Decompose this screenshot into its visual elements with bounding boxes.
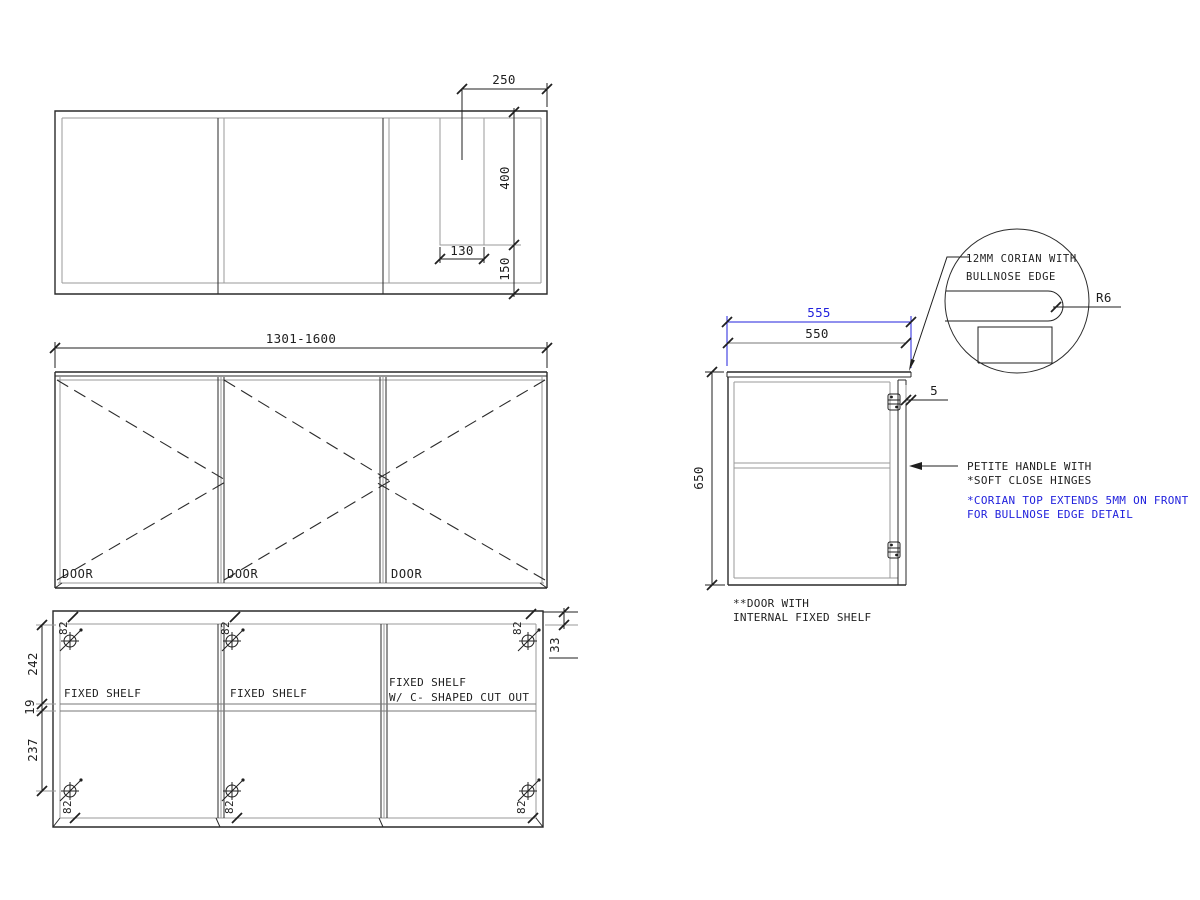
dim-width-range [50,331,552,368]
dim-5-text: 5 [930,383,938,398]
elevation-view [50,331,552,588]
dim-237-text: 237 [25,738,40,762]
dim-r6-text: R6 [1096,290,1112,305]
bullnose-edge [1048,291,1063,321]
handle-note-line-1: PETITE HANDLE WITH [967,460,1092,473]
leader-arrowhead-icon [909,359,915,371]
dim-250 [457,72,552,160]
dim-82-text: 82 [219,620,232,636]
hinge-icon [222,778,245,801]
dim-400-text: 400 [497,166,512,190]
dim-130-text: 130 [450,243,474,258]
arrow-left-icon [909,462,922,470]
corian-note-line-2: FOR BULLNOSE EDGE DETAIL [967,508,1134,521]
door-section [898,380,906,585]
corian-note-line-1: *CORIAN TOP EXTENDS 5MM ON FRONT [967,494,1189,507]
dim-650 [691,367,725,590]
handle-arrow [909,462,958,470]
notes [733,460,1189,624]
dim-5 [901,383,948,405]
dim-82-text: 82 [57,620,70,636]
detail-circle [945,229,1089,373]
dim-82-text: 82 [511,620,524,636]
dim-242-text: 242 [25,652,40,676]
fixed-shelf-lines [60,704,536,711]
detail-door-edge [978,327,1052,363]
door-note-line-1: **DOOR WITH [733,597,810,610]
dim-33 [543,607,578,658]
detail-view [945,229,1121,373]
dim-82-text: 82 [61,799,74,815]
dim-550-text: 550 [805,326,829,341]
dim-r6 [1051,290,1121,312]
handle-note-line-2: *SOFT CLOSE HINGES [967,474,1092,487]
side-shelf-lines [734,463,890,468]
door-note-line-2: INTERNAL FIXED SHELF [733,611,872,624]
dim-550 [723,326,911,348]
door-swing-lines [57,380,545,580]
internal-view [22,607,578,827]
detail-leader [909,257,970,371]
hinge-symbols [60,628,541,801]
dim-82-text: 82 [223,799,236,815]
shelf-label-1: FIXED SHELF [64,687,142,700]
door-label-1: DOOR [62,567,94,581]
door-label-2: DOOR [227,567,259,581]
hinge-offset-dims [57,609,538,823]
hinge-icon [60,778,83,801]
dim-400-150 [484,107,521,299]
shelf-label-3b: W/ C- SHAPED CUT OUT [389,691,530,704]
door-label-3: DOOR [391,567,423,581]
dim-555-text: 555 [807,305,831,320]
dim-650-text: 650 [691,466,706,490]
dim-130 [435,243,489,264]
dim-33-text: 33 [547,637,562,653]
side-view [691,257,970,590]
shelf-label-3a: FIXED SHELF [389,676,467,689]
detail-note-line-2: BULLNOSE EDGE [966,271,1056,283]
plan-view [55,72,552,299]
dim-82-text: 82 [515,799,528,815]
dim-250-text: 250 [492,72,516,87]
hinge-icon [518,778,541,801]
dim-width-text: 1301-1600 [265,331,337,346]
dim-150-text: 150 [497,257,512,281]
left-dim-chain [22,620,56,796]
shelf-label-2: FIXED SHELF [230,687,308,700]
detail-note-line-1: 12MM CORIAN WITH [966,253,1077,265]
dim-19-text: 19 [22,699,37,715]
